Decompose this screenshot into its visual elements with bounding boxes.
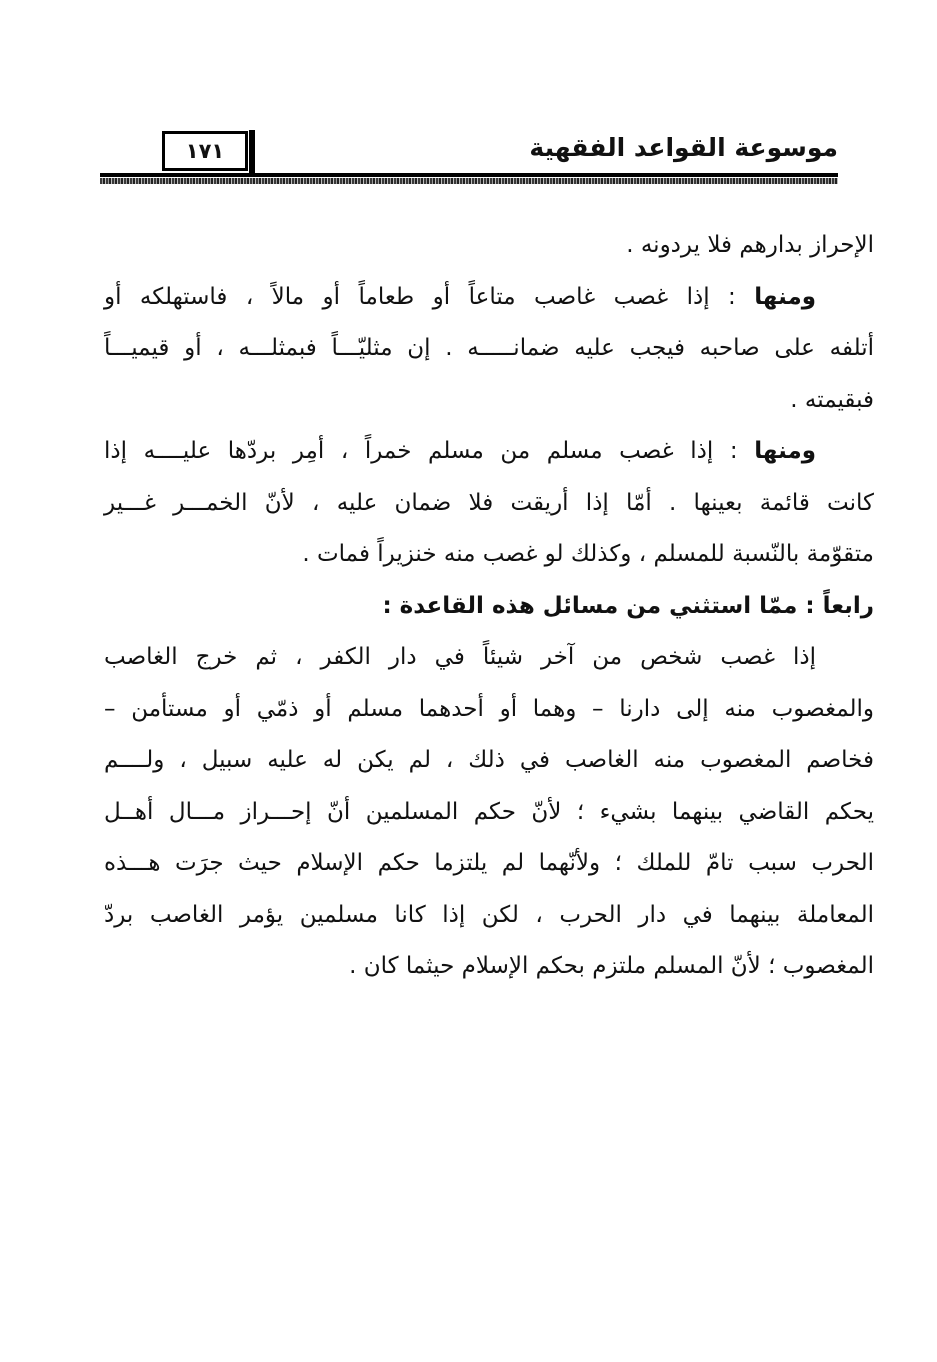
paragraph-lead: ومنها bbox=[754, 438, 816, 464]
page-body bbox=[104, 220, 874, 993]
page-number-box bbox=[162, 131, 248, 171]
text-line: المغصوب ؛ لأنّ المسلم ملتزم بحكم الإسلام حيثما كان . bbox=[349, 953, 874, 979]
text-line: الإحراز بدارهم فلا يردونه . bbox=[626, 232, 874, 258]
header-rule bbox=[100, 173, 838, 177]
header-rule-texture bbox=[100, 178, 838, 184]
book-title: موسوعة القواعد الفقهية bbox=[529, 133, 838, 162]
page-number: ١٧١ bbox=[185, 139, 225, 163]
text-line: والمغصوب منه إلى دارنا – وهما أو أحدهما مسلم أو ذمّي أو مستأمن – bbox=[104, 695, 874, 722]
text-line: متقوّمة بالنّسبة للمسلم ، وكذلك لو غصب منه خنزيراً فمات . bbox=[302, 541, 874, 567]
text-fragment: : إذا غصب مسلم من مسلم خمراً ، أمِر بردّها عليــــه إذا bbox=[104, 438, 738, 464]
text-line: المعاملة بينهما في دار الحرب ، لكن إذا كانا مسلمين يؤمر الغاصب بردّ bbox=[104, 901, 874, 928]
text-fragment: : إذا غصب غاصب متاعاً أو طعاماً أو مالاً ، فاستهلكه أو bbox=[104, 283, 736, 310]
text-line: إذا غصب شخص من آخر شيئاً في دار الكفر ، ثم خرج الغاصب bbox=[104, 644, 816, 670]
text-line: فبقيمته . bbox=[790, 386, 874, 413]
text-line: الحرب سبب تامّ للملك ؛ ولأنّهما لم يلتزما حكم الإسلام حيث جرَت هـــذه bbox=[104, 850, 874, 876]
section-heading: رابعاً : ممّا استثني من مسائل هذه القاعدة : bbox=[382, 592, 874, 619]
text-line bbox=[104, 272, 874, 324]
text-line: كانت قائمة بعينها . أمّا إذا أريقت فلا ضمان عليه ، لأنّ الخمـــر غـــير bbox=[104, 489, 874, 516]
page-header bbox=[100, 125, 838, 185]
text-line: يحكم القاضي بينهما بشيء ؛ لأنّ حكم المسلمين أنّ إحـــراز مـــال أهــل bbox=[104, 798, 874, 825]
paragraph-lead: ومنها bbox=[754, 283, 816, 310]
text-line: فخاصم المغصوب منه الغاصب في ذلك ، لم يكن له عليه سبيل ، ولــــم bbox=[104, 747, 874, 773]
text-line bbox=[104, 426, 874, 478]
text-line: أتلفه على صاحبه فيجب عليه ضمانـــــه . إن مثليّـــاً فبمثلـــه ، أو قيميـــاً bbox=[104, 335, 874, 361]
